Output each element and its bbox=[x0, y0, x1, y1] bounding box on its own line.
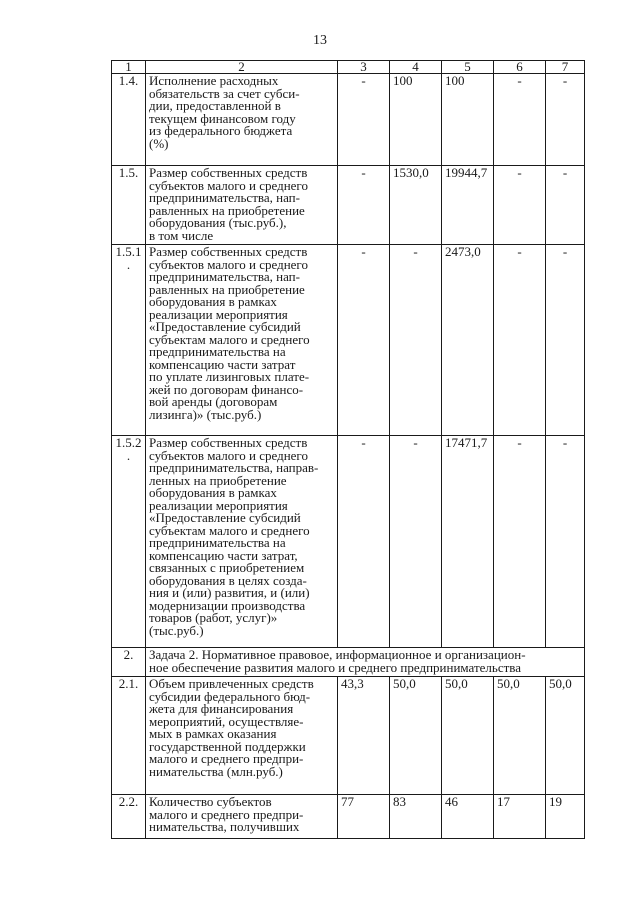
header-cell: 4 bbox=[390, 61, 442, 74]
description-line: предпринимательства, направ- bbox=[149, 460, 319, 475]
description-line: в том числе bbox=[149, 227, 214, 243]
description-line: предпринимательства, нап- bbox=[149, 269, 300, 284]
value-cell: 17471,7 bbox=[442, 436, 494, 648]
description-line: равленных на приобретение bbox=[149, 281, 305, 297]
value-cell: 50,0 bbox=[390, 677, 442, 795]
description-line: оборудования в рамках bbox=[149, 294, 277, 309]
description-line: текущем финансовом году bbox=[149, 110, 296, 126]
description-line: малого и среднего предпри- bbox=[149, 806, 304, 822]
table-row bbox=[112, 74, 585, 166]
header-cell: 3 bbox=[338, 61, 390, 74]
header-cell: 7 bbox=[546, 61, 585, 74]
row-number: 2.2. bbox=[112, 795, 146, 839]
description-line: жей по договорам финансо- bbox=[149, 381, 304, 397]
description-line: реализации мероприятия bbox=[149, 497, 288, 513]
value-cell: - bbox=[338, 436, 390, 648]
row-description bbox=[146, 677, 338, 795]
description-line: предпринимательства, нап- bbox=[149, 190, 300, 205]
value-cell: - bbox=[546, 245, 585, 436]
description-line: из федерального бюджета bbox=[149, 123, 293, 138]
value-cell: 50,0 bbox=[494, 677, 546, 795]
description-line: Исполнение расходных bbox=[149, 73, 279, 88]
value-cell: - bbox=[390, 436, 442, 648]
description-line: вой аренды (договорам bbox=[149, 394, 278, 409]
row-description bbox=[146, 436, 338, 648]
row-number: 2.1. bbox=[112, 677, 146, 795]
row-number: 1.5.1. bbox=[112, 245, 146, 436]
section-row bbox=[112, 648, 585, 677]
value-cell: 77 bbox=[338, 795, 390, 839]
description-line: дии, предоставленной в bbox=[149, 98, 281, 113]
description-line: Размер собственных средств bbox=[149, 165, 308, 180]
table-row bbox=[112, 166, 585, 245]
row-number: 1.4. bbox=[112, 74, 146, 166]
value-cell: 50,0 bbox=[546, 677, 585, 795]
page-number: 13 bbox=[313, 33, 327, 48]
value-cell: - bbox=[494, 74, 546, 166]
value-cell: - bbox=[494, 166, 546, 245]
description-line: оборудования в рамках bbox=[149, 485, 277, 500]
table-row bbox=[112, 677, 585, 795]
description-line: нимательства (млн.руб.) bbox=[149, 763, 283, 779]
value-cell: - bbox=[390, 245, 442, 436]
description-line: «Предоставление субсидий bbox=[149, 319, 301, 334]
value-cell: 83 bbox=[390, 795, 442, 839]
value-cell: 19 bbox=[546, 795, 585, 839]
description-line: субъектов малого и среднего bbox=[149, 447, 308, 463]
indicators-table bbox=[111, 60, 585, 839]
description-line: компенсацию части затрат bbox=[149, 356, 296, 372]
description-line: обязательств за счет субси- bbox=[149, 85, 300, 101]
description-line: оборудования (тыс.руб.), bbox=[149, 215, 287, 230]
row-number: 1.5. bbox=[112, 166, 146, 245]
row-number: 1.5.2. bbox=[112, 436, 146, 648]
value-cell: 46 bbox=[442, 795, 494, 839]
description-line: жета для финансирования bbox=[149, 701, 294, 716]
description-line: субъектам малого и среднего bbox=[149, 522, 310, 538]
description-line: компенсацию части затрат, bbox=[149, 547, 298, 563]
header-cell: 2 bbox=[146, 61, 338, 74]
description-line: (тыс.руб.) bbox=[149, 622, 204, 638]
description-line: Объем привлеченных средств bbox=[149, 676, 314, 691]
row-description bbox=[146, 245, 338, 436]
table-row bbox=[112, 795, 585, 839]
header-cell: 6 bbox=[494, 61, 546, 74]
description-line: лизинга)» (тыс.руб.) bbox=[149, 406, 262, 422]
section-title-line: Задача 2. Нормативное правовое, информационное и организацион- bbox=[149, 647, 526, 662]
description-line: субъектов малого и среднего bbox=[149, 177, 308, 193]
description-line: Размер собственных средств bbox=[149, 244, 308, 259]
value-cell: 19944,7 bbox=[442, 166, 494, 245]
table-header-row bbox=[112, 61, 585, 74]
value-cell: 100 bbox=[442, 74, 494, 166]
description-line: равленных на приобретение bbox=[149, 202, 305, 218]
description-line: субъектов малого и среднего bbox=[149, 256, 308, 272]
description-line: субсидии федерального бюд- bbox=[149, 688, 311, 704]
description-line: по уплате лизинговых плате- bbox=[149, 369, 310, 384]
value-cell: - bbox=[546, 74, 585, 166]
description-line: мых в рамках оказания bbox=[149, 726, 277, 741]
description-line: ния и (или) развития, и (или) bbox=[149, 585, 310, 600]
row-description bbox=[146, 74, 338, 166]
description-line: модернизации производства bbox=[149, 597, 306, 613]
header-cell: 1 bbox=[112, 61, 146, 74]
description-line: предпринимательства на bbox=[149, 535, 286, 550]
value-cell: 50,0 bbox=[442, 677, 494, 795]
description-line: реализации мероприятия bbox=[149, 306, 288, 322]
description-line: малого и среднего предпри- bbox=[149, 751, 304, 766]
section-title bbox=[146, 648, 585, 677]
value-cell: - bbox=[338, 245, 390, 436]
row-description bbox=[146, 795, 338, 839]
row-number: 2. bbox=[112, 648, 146, 677]
value-cell: - bbox=[546, 166, 585, 245]
header-cell: 5 bbox=[442, 61, 494, 74]
table-row bbox=[112, 245, 585, 436]
description-line: нимательства, получивших bbox=[149, 819, 300, 834]
value-cell: - bbox=[494, 245, 546, 436]
value-cell: 43,3 bbox=[338, 677, 390, 795]
value-cell: - bbox=[546, 436, 585, 648]
table-row bbox=[112, 436, 585, 648]
value-cell: 17 bbox=[494, 795, 546, 839]
description-line: оборудования в целях созда- bbox=[149, 572, 307, 588]
description-line: государственной поддержки bbox=[149, 738, 306, 754]
value-cell: - bbox=[494, 436, 546, 648]
description-line: мероприятий, осуществляе- bbox=[149, 713, 304, 729]
description-line: товаров (работ, услуг)» bbox=[149, 610, 278, 625]
description-line: Размер собственных средств bbox=[149, 435, 308, 450]
description-line: ленных на приобретение bbox=[149, 472, 287, 488]
description-line: «Предоставление субсидий bbox=[149, 510, 301, 525]
description-line: (%) bbox=[149, 135, 169, 151]
value-cell: - bbox=[338, 74, 390, 166]
description-line: связанных с приобретением bbox=[149, 560, 305, 575]
description-line: предпринимательства на bbox=[149, 344, 286, 359]
value-cell: - bbox=[338, 166, 390, 245]
value-cell: 2473,0 bbox=[442, 245, 494, 436]
description-line: Количество субъектов bbox=[149, 794, 272, 809]
description-line: субъектам малого и среднего bbox=[149, 331, 310, 347]
value-cell: 100 bbox=[390, 74, 442, 166]
section-title-line: ное обеспечение развития малого и среднего предпринимательства bbox=[149, 659, 522, 675]
value-cell: 1530,0 bbox=[390, 166, 442, 245]
row-description bbox=[146, 166, 338, 245]
